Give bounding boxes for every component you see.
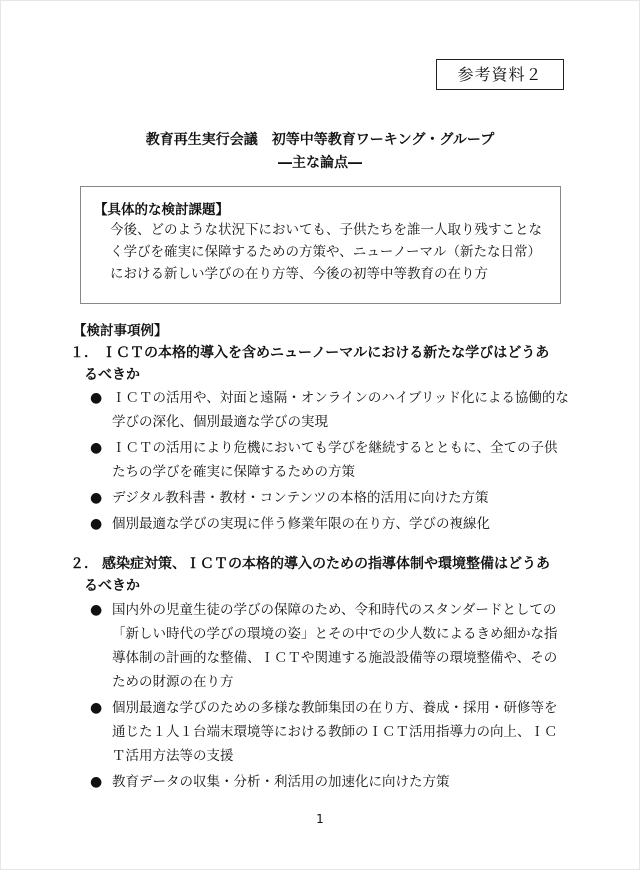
section-title-continuation: るべきか <box>84 578 140 594</box>
list-item-text: 国内外の児童生徒の学びの保障のため、令和時代のスタンダードとしての「新しい時代の学びの環境の姿」とその中での少人数によるきめ細かな指導体制の計画的な整備、ＩＣＴや関連する施設設備等の環境整備や、そのための財源の在り方 <box>112 602 558 690</box>
list-item <box>90 770 570 794</box>
reference-label: 参考資料２ <box>436 59 564 90</box>
task-heading: 【具体的な検討課題】 <box>94 202 229 218</box>
document-title: 教育再生実行会議 初等中等教育ワーキング・グループ <box>145 132 495 148</box>
bullet-icon: ● <box>90 774 103 790</box>
items-heading: 【検討事項例】 <box>73 323 168 339</box>
section-1-title <box>70 342 580 386</box>
section-number: １． <box>70 345 98 361</box>
list-item-text: デジタル教科書・教材・コンテンツの本格的活用に向けた方策 <box>112 490 489 506</box>
bullet-icon: ● <box>90 700 103 716</box>
list-item <box>90 696 570 768</box>
list-item-text: 個別最適な学びのための多様な教師集団の在り方、養成・採用・研修等を通じた１人１台端末環境等における教師のＩＣＴ活用指導力の向上、ＩＣＴ活用方法等の支援 <box>112 700 558 764</box>
list-item <box>90 598 570 694</box>
bullet-icon: ● <box>90 440 103 456</box>
section-title-continuation: るべきか <box>84 367 140 383</box>
section-number: ２． <box>70 556 98 572</box>
section-1-bullets <box>90 386 570 538</box>
bullet-icon: ● <box>90 490 103 506</box>
list-item <box>90 486 570 510</box>
list-item-text: ＩＣＴの活用や、対面と遠隔・オンラインのハイブリッド化による協働的な学びの深化、個別最適な学びの実現 <box>112 390 569 430</box>
bullet-icon: ● <box>90 516 103 532</box>
section-2-title <box>70 553 580 597</box>
section-2-bullets <box>90 598 570 796</box>
task-body: 今後、どのような状況下においても、子供たちを誰一人取り残すことなく学びを確実に保障するための方策や、ニューノーマル（新たな日常）における新しい学びの在り方等、今後の初等中等教育の在り方 <box>110 222 542 282</box>
bullet-icon: ● <box>90 602 103 618</box>
list-item-text: 教育データの収集・分析・利活用の加速化に向けた方策 <box>112 774 450 790</box>
list-item-text: ＩＣＴの活用により危機においても学びを継続するとともに、全ての子供たちの学びを確実に保障するための方策 <box>112 440 558 480</box>
list-item <box>90 436 570 484</box>
list-item <box>90 386 570 434</box>
section-title-line: 感染症対策、ＩＣＴの本格的導入のための指導体制や環境整備はどうあ <box>102 556 550 572</box>
document-subtitle: ―主な論点― <box>278 155 362 171</box>
bullet-icon: ● <box>90 390 103 406</box>
list-item-text: 個別最適な学びの実現に伴う修業年限の在り方、学びの複線化 <box>112 516 490 532</box>
task-box <box>80 186 561 304</box>
page-number: 1 <box>316 812 324 826</box>
section-title-line: ＩＣＴの本格的導入を含めニューノーマルにおける新たな学びはどうあ <box>102 345 550 361</box>
list-item <box>90 512 570 536</box>
